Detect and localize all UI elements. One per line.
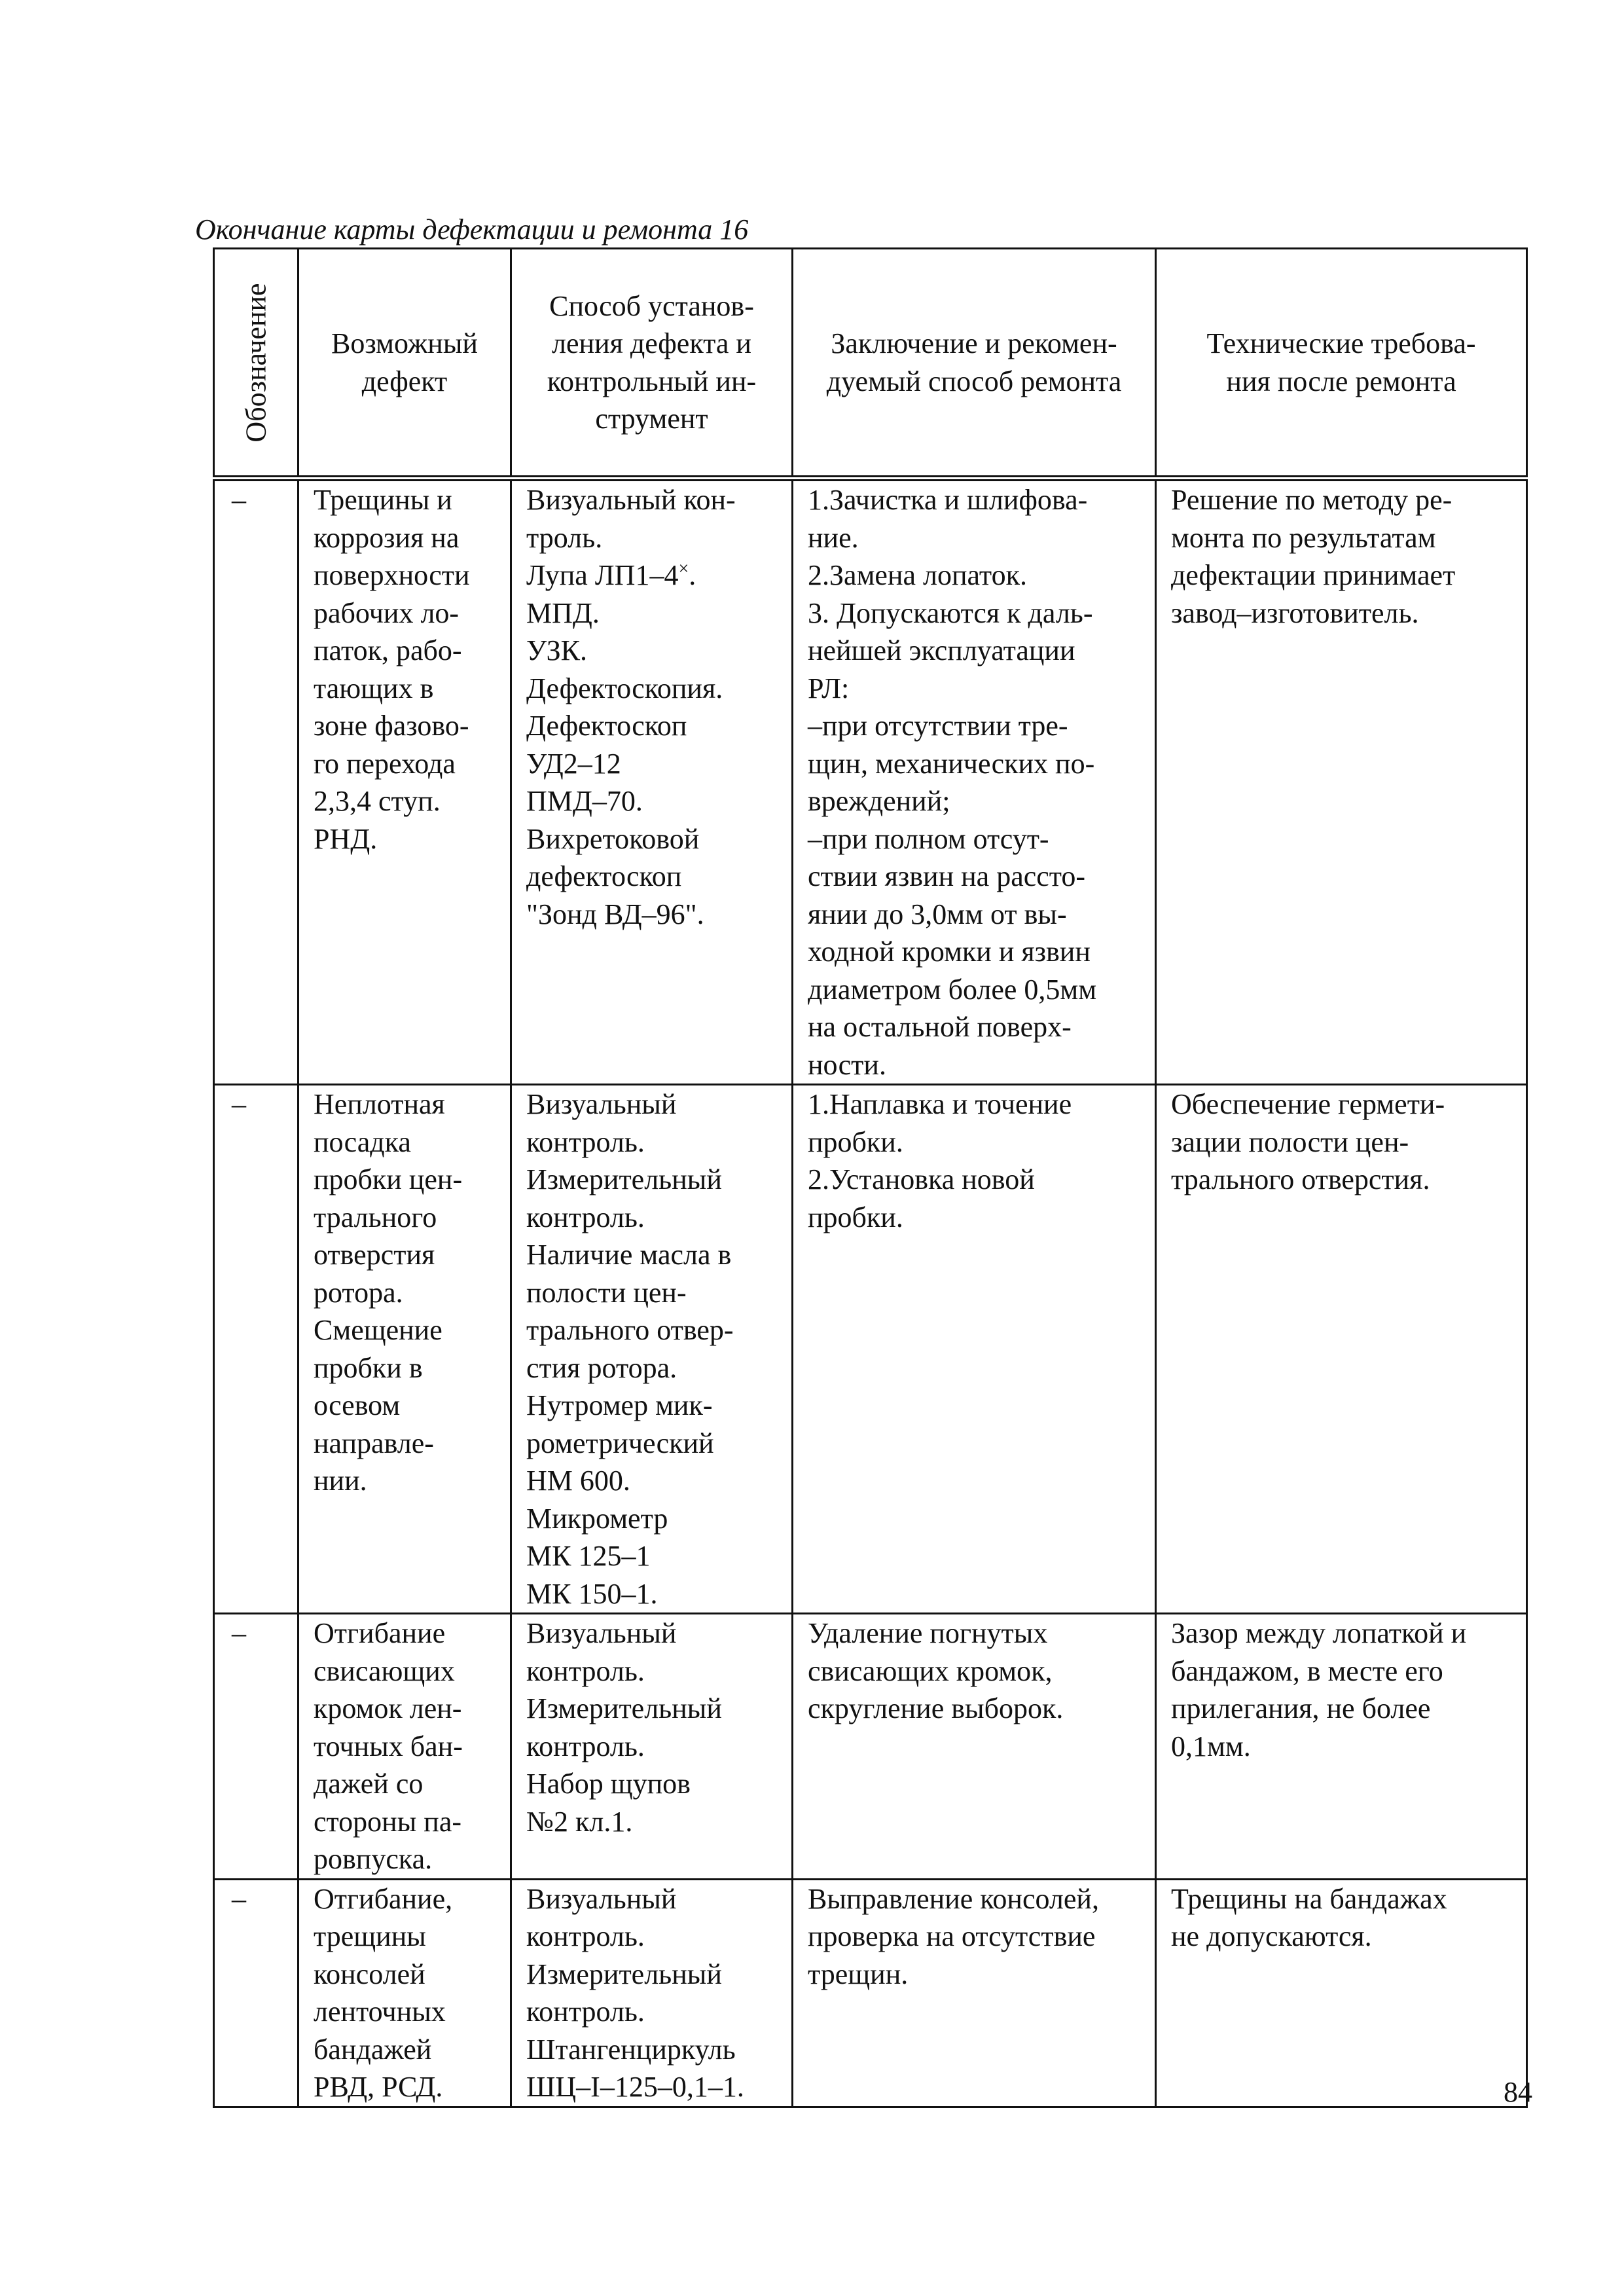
header-designation-text: Обозначение (240, 282, 272, 443)
cell-text-line: пробки цен- (314, 1163, 463, 1195)
cell-text-line: паток, рабо- (314, 634, 462, 666)
cell-text-line: рометрический (526, 1427, 714, 1459)
cell-text-line: УД2–12 (526, 747, 621, 780)
cell-text-line: проверка на отсутствие (808, 1920, 1096, 1952)
cell-text-line: бандажом, в месте его (1171, 1654, 1443, 1687)
cell-text-line: скругление выборок. (808, 1692, 1064, 1724)
row-method (511, 479, 793, 1085)
cell-text-line: Измерительный (526, 1163, 722, 1195)
cell-text-line: го перехода (314, 747, 456, 780)
cell-text-line: Решение по методу ре- (1171, 484, 1453, 516)
cell-text-line: 1.Наплавка и точение (808, 1088, 1072, 1120)
cell-text-line: контроль. (526, 1995, 645, 2028)
row-designation: – (214, 1614, 298, 1880)
row-conclusion (793, 1614, 1156, 1880)
cell-text-line: МК 150–1. (526, 1577, 658, 1610)
header-defect (298, 249, 511, 479)
table-row (214, 1879, 1527, 2107)
cell-text-line: трещин. (808, 1958, 909, 1990)
cell-text-line: монта по результатам (1171, 521, 1436, 554)
cell-text-line: РЛ: (808, 672, 850, 704)
table-header-row (214, 249, 1527, 479)
cell-text-line: Измерительный (526, 1958, 722, 1990)
cell-text-line: посадка (314, 1125, 411, 1158)
cell-text-line: ротора. (314, 1276, 403, 1309)
table-row (214, 1614, 1527, 1880)
cell-text-line: трального отверстия. (1171, 1163, 1430, 1195)
cell-text-line: ленточных (314, 1995, 446, 2028)
cell-text-line: ПМД–70. (526, 785, 643, 817)
cell-text-line: консолей (314, 1958, 425, 1990)
defect-repair-table (213, 247, 1528, 2108)
row-conclusion (793, 1085, 1156, 1614)
cell-text-line: Отгибание, (314, 1882, 453, 1915)
cell-text-line: дажей со (314, 1768, 424, 1800)
cell-text-line: кромок лен- (314, 1692, 462, 1724)
cell-text-line: РВД, РСД. (314, 2071, 443, 2103)
cell-text-line: контрольный ин- (547, 365, 757, 397)
cell-text-line: нии. (314, 1465, 367, 1497)
cell-text-line: Заключение и рекомен- (831, 327, 1117, 359)
row-designation: – (214, 479, 298, 1085)
cell-text-line: УЗК. (526, 634, 587, 666)
cell-text-line: дефектоскоп (526, 860, 682, 892)
cell-text-line: ШЦ–I–125–0,1–1. (526, 2071, 744, 2103)
cell-text-line: зации полости цен- (1171, 1125, 1409, 1158)
cell-text-line: коррозия на (314, 521, 460, 554)
cell-text-line: Микрометр (526, 1502, 668, 1535)
cell-text-line: прилегания, не более (1171, 1692, 1431, 1724)
cell-text-line: 2.Установка новой (808, 1163, 1035, 1195)
cell-text-line: янии до 3,0мм от вы- (808, 898, 1067, 930)
cell-text-line: Визуальный кон- (526, 484, 736, 516)
cell-text-line: Отгибание (314, 1617, 446, 1649)
cell-text-line: Визуальный (526, 1617, 677, 1649)
cell-text-line: РНД. (314, 822, 378, 855)
row-method (511, 1879, 793, 2107)
magnification-period: . (689, 559, 696, 591)
cell-text-line: МК 125–1 (526, 1540, 651, 1572)
cell-text-line: свисающих кромок, (808, 1654, 1053, 1687)
cell-text-line: 3. Допускаются к даль- (808, 596, 1093, 629)
cell-text-line: –при полном отсут- (808, 822, 1049, 855)
cell-text-line: ходной кромки и язвин (808, 936, 1091, 968)
cell-text-line: пробки. (808, 1201, 903, 1233)
cell-text-line: поверхности (314, 559, 470, 591)
cell-text-line: Способ установ- (549, 289, 754, 322)
cell-text-line: свисающих (314, 1654, 455, 1687)
cell-text-line: бандажей (314, 2033, 432, 2066)
cell-text-line: ния после ремонта (1226, 365, 1456, 397)
page-number: 84 (1504, 2076, 1532, 2108)
cell-text-line: осевом (314, 1389, 401, 1421)
cell-text-line: –при отсутствии тре- (808, 710, 1068, 742)
cell-text-line: Наличие масла в (526, 1239, 732, 1271)
cell-text-line: ления дефекта и (552, 327, 751, 359)
row-method (511, 1614, 793, 1880)
row-designation: – (214, 1085, 298, 1614)
row-requirements (1156, 479, 1527, 1085)
cell-text-line: на остальной поверх- (808, 1011, 1072, 1043)
cell-text-line: Возможный (331, 327, 478, 359)
cell-text-line: Дефектоскоп (526, 710, 687, 742)
cell-text-line: дуемый способ ремонта (826, 365, 1122, 397)
cell-text-line: ствии язвин на рассто- (808, 860, 1086, 892)
cell-text-line: Технические требова- (1206, 327, 1476, 359)
row-designation: – (214, 1879, 298, 2107)
cell-text-line: дефектации принимает (1171, 559, 1456, 591)
cell-text-line: стия ротора. (526, 1351, 677, 1384)
cell-text-line: контроль. (526, 1920, 645, 1952)
row-requirements (1156, 1879, 1527, 2107)
header-conclusion (793, 249, 1156, 479)
cell-text-line: Неплотная (314, 1088, 445, 1120)
cell-text-line: контроль. (526, 1730, 645, 1762)
row-defect (298, 479, 511, 1085)
cell-text-line: Смещение (314, 1314, 442, 1346)
cell-text-line: НМ 600. (526, 1465, 630, 1497)
cell-text-line: Нутромер мик- (526, 1389, 713, 1421)
cell-text-line: Штангенциркуль (526, 2033, 736, 2066)
cell-text-line: Трещины на бандажах (1171, 1882, 1447, 1915)
cell-text-line: троль. (526, 521, 603, 554)
cell-text-line: нейшей эксплуатации (808, 634, 1075, 666)
row-conclusion (793, 479, 1156, 1085)
cell-text-line: зоне фазово- (314, 710, 469, 742)
cell-text-line: 2.Замена лопаток. (808, 559, 1027, 591)
cell-text-line: контроль. (526, 1125, 645, 1158)
table-row (214, 1085, 1527, 1614)
cell-text-line: контроль. (526, 1201, 645, 1233)
row-requirements (1156, 1614, 1527, 1880)
cell-text-line: Измерительный (526, 1692, 722, 1724)
magnification-mark: × (678, 558, 689, 579)
cell-text-line: стороны па- (314, 1805, 462, 1838)
cell-text-line: пробки. (808, 1125, 903, 1158)
cell-text-line: Визуальный (526, 1882, 677, 1915)
cell-text-line: рабочих ло- (314, 596, 460, 629)
cell-text-line: направле- (314, 1427, 434, 1459)
cell-text-line: Визуальный (526, 1088, 677, 1120)
row-defect (298, 1879, 511, 2107)
row-defect (298, 1614, 511, 1880)
cell-text-line: ности. (808, 1048, 886, 1081)
cell-text-line: Набор щупов (526, 1768, 691, 1800)
cell-text-line: щин, механических по- (808, 747, 1095, 780)
cell-text-line: пробки в (314, 1351, 423, 1384)
cell-text-line: контроль. (526, 1654, 645, 1687)
row-method (511, 1085, 793, 1614)
cell-text-line: Вихретоковой (526, 822, 700, 855)
cell-text-line: отверстия (314, 1239, 435, 1271)
cell-text-line: Зазор между лопаткой и (1171, 1617, 1467, 1649)
cell-text-line: не допускаются. (1171, 1920, 1372, 1952)
cell-text-line: трещины (314, 1920, 426, 1952)
cell-text-line: вреждений; (808, 785, 950, 817)
table-caption: Окончание карты дефектации и ремонта 16 (195, 213, 749, 246)
row-requirements (1156, 1085, 1527, 1614)
cell-text-line: №2 кл.1. (526, 1805, 633, 1838)
cell-text-line: "Зонд ВД–96". (526, 898, 704, 930)
cell-text-line: трального отвер- (526, 1314, 734, 1346)
cell-text-line: тающих в (314, 672, 434, 704)
cell-text-line: Обеспечение гермети- (1171, 1088, 1445, 1120)
cell-text-line: 1.Зачистка и шлифова- (808, 484, 1088, 516)
cell-text-line: МПД. (526, 596, 600, 629)
header-requirements (1156, 249, 1527, 479)
header-designation (214, 249, 298, 479)
cell-text-line: дефект (361, 365, 448, 397)
row-defect (298, 1085, 511, 1614)
cell-text-line: Лупа ЛП1–4×. (526, 558, 696, 591)
cell-text-line: диаметром более 0,5мм (808, 973, 1097, 1006)
cell-text-line: ние. (808, 521, 859, 554)
cell-text-line: Трещины и (314, 484, 452, 516)
cell-text-line: ровпуска. (314, 1843, 433, 1875)
cell-text-line: Удаление погнутых (808, 1617, 1048, 1649)
cell-text-line: точных бан- (314, 1730, 463, 1762)
cell-text-line: Выправление консолей, (808, 1882, 1099, 1915)
header-method (511, 249, 793, 479)
cell-text-line: трального (314, 1201, 437, 1233)
row-conclusion (793, 1879, 1156, 2107)
cell-text-line: 0,1мм. (1171, 1730, 1251, 1762)
cell-text-line: 2,3,4 ступ. (314, 785, 441, 817)
cell-text-line: струмент (595, 403, 708, 435)
table-row (214, 479, 1527, 1085)
cell-text-line: Дефектоскопия. (526, 672, 723, 704)
cell-text-line: полости цен- (526, 1276, 687, 1309)
cell-text-line: завод–изготовитель. (1171, 596, 1419, 629)
